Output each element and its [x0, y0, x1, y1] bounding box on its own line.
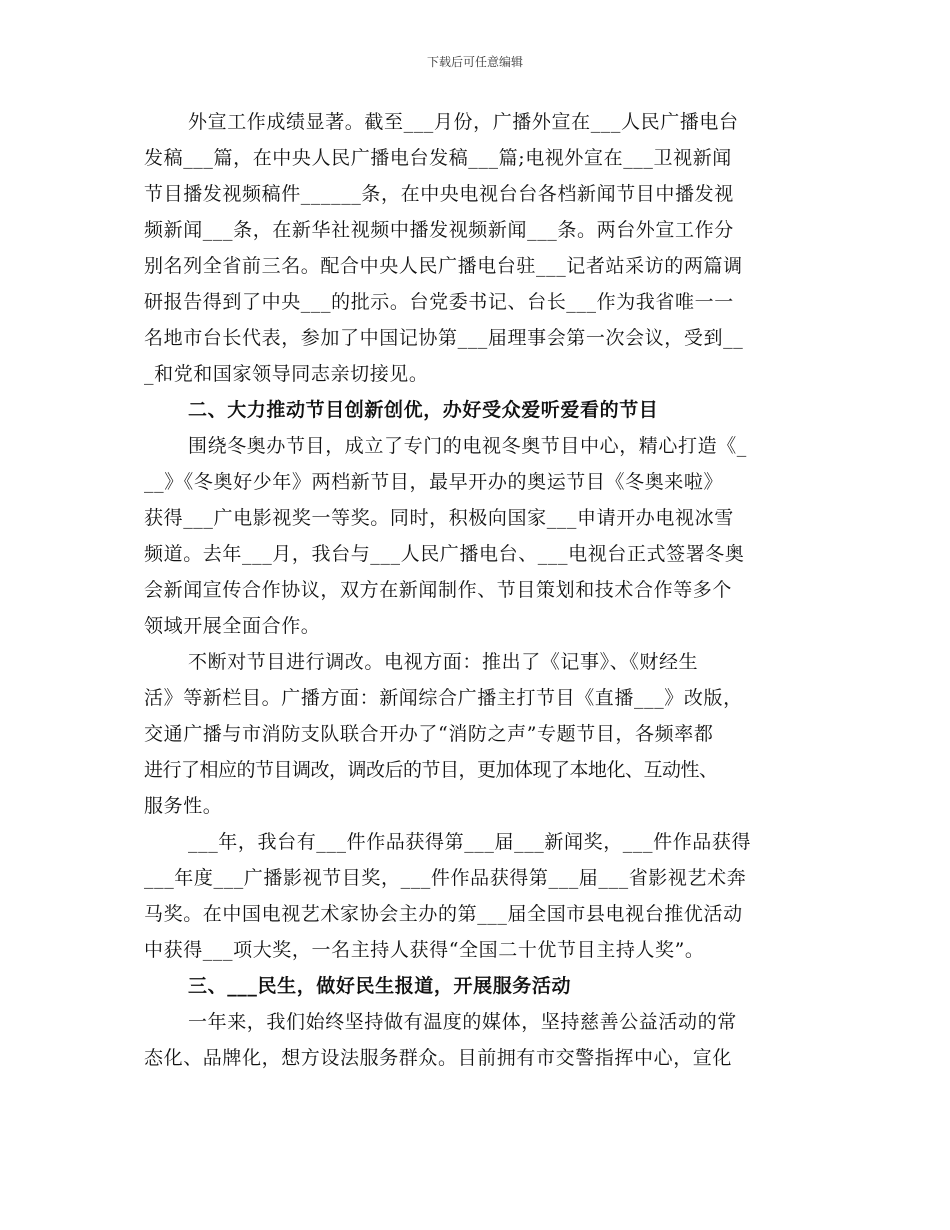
paragraph-line: 进行了相应的节目调改，调改后的节目，更加体现了本地化、互动性、	[144, 759, 718, 781]
paragraph-line: 一年来，我们始终坚持做有温度的媒体，坚持慈善公益活动的常	[188, 1011, 737, 1033]
paragraph-line: 频道。去年___月，我台与___人民广播电台、___电视台正式签署冬奥	[144, 543, 745, 565]
paragraph-line: __》《冬奥好少年》两档新节目，最早开办的奥运节目《冬奥来啦》	[144, 471, 724, 493]
paragraph-line: 围绕冬奥办节目，成立了专门的电视冬奥节目中心，精心打造《_	[188, 435, 747, 457]
paragraph-line: 领域开展全面合作。	[144, 615, 321, 637]
paragraph-line: 别名列全省前三名。配合中央人民广播电台驻___记者站采访的两篇调	[144, 255, 743, 277]
paragraph-line: ___年，我台有___件作品获得第___届___新闻奖，___件作品获得	[188, 831, 752, 853]
paragraph-line: 交通广播与市消防支队联合开办了“消防之声”专题节目，各频率都	[144, 723, 714, 745]
paragraph-line: 态化、品牌化，想方设法服务群众。目前拥有市交警指挥中心，宣化	[144, 1047, 733, 1069]
paragraph-line: 服务性。	[144, 795, 223, 817]
paragraph-line: 发稿___篇，在中央人民广播电台发稿___篇;电视外宣在___卫视新闻	[144, 147, 732, 169]
paragraph-line: 节目播发视频稿件______条，在中央电视台台各档新闻节目中播发视	[144, 183, 734, 205]
paragraph-line: 获得___广电影视奖一等奖。同时，积极向国家___申请开办电视冰雪	[144, 507, 734, 529]
document-body	[144, 104, 810, 1076]
paragraph-line: 会新闻宣传合作协议，双方在新闻制作、节目策划和技术合作等多个	[144, 579, 733, 601]
paragraph-line: 外宣工作成绩显著。截至___月份，广播外宣在___人民广播电台	[188, 111, 739, 133]
paragraph-line: 研报告得到了中央___的批示。台党委书记、台长___作为我省唯一一	[144, 291, 734, 313]
paragraph-line: 频新闻___条，在新华社视频中播发视频新闻___条。两台外宣工作分	[144, 219, 734, 241]
paragraph-line: 不断对节目进行调改。电视方面：推出了《记事》、《财经生	[188, 651, 699, 673]
section-heading: 二、大力推动节目创新创优，办好受众爱听爱看的节目	[188, 399, 659, 421]
paragraph-line: 中获得___项大奖，一名主持人获得“全国二十优节目主持人奖”。	[144, 939, 705, 961]
paragraph-line: ___年度___广播影视节目奖，___件作品获得第___届___省影视艺术奔	[144, 867, 747, 889]
page-header: 下载后可任意编辑	[426, 55, 523, 69]
paragraph-line: 马奖。在中国电视艺术家协会主办的第___届全国市县电视台推优活动	[144, 903, 743, 925]
paragraph-line: 活》等新栏目。广播方面：新闻综合广播主打节目《直播___》改版，	[144, 687, 743, 709]
paragraph-line: 名地市台长代表，参加了中国记协第___届理事会第一次会议，受到__	[144, 327, 744, 349]
paragraph-line: _和党和国家领导同志亲切接见。	[144, 363, 429, 385]
section-heading: 三、___民生，做好民生报道，开展服务活动	[188, 975, 572, 997]
